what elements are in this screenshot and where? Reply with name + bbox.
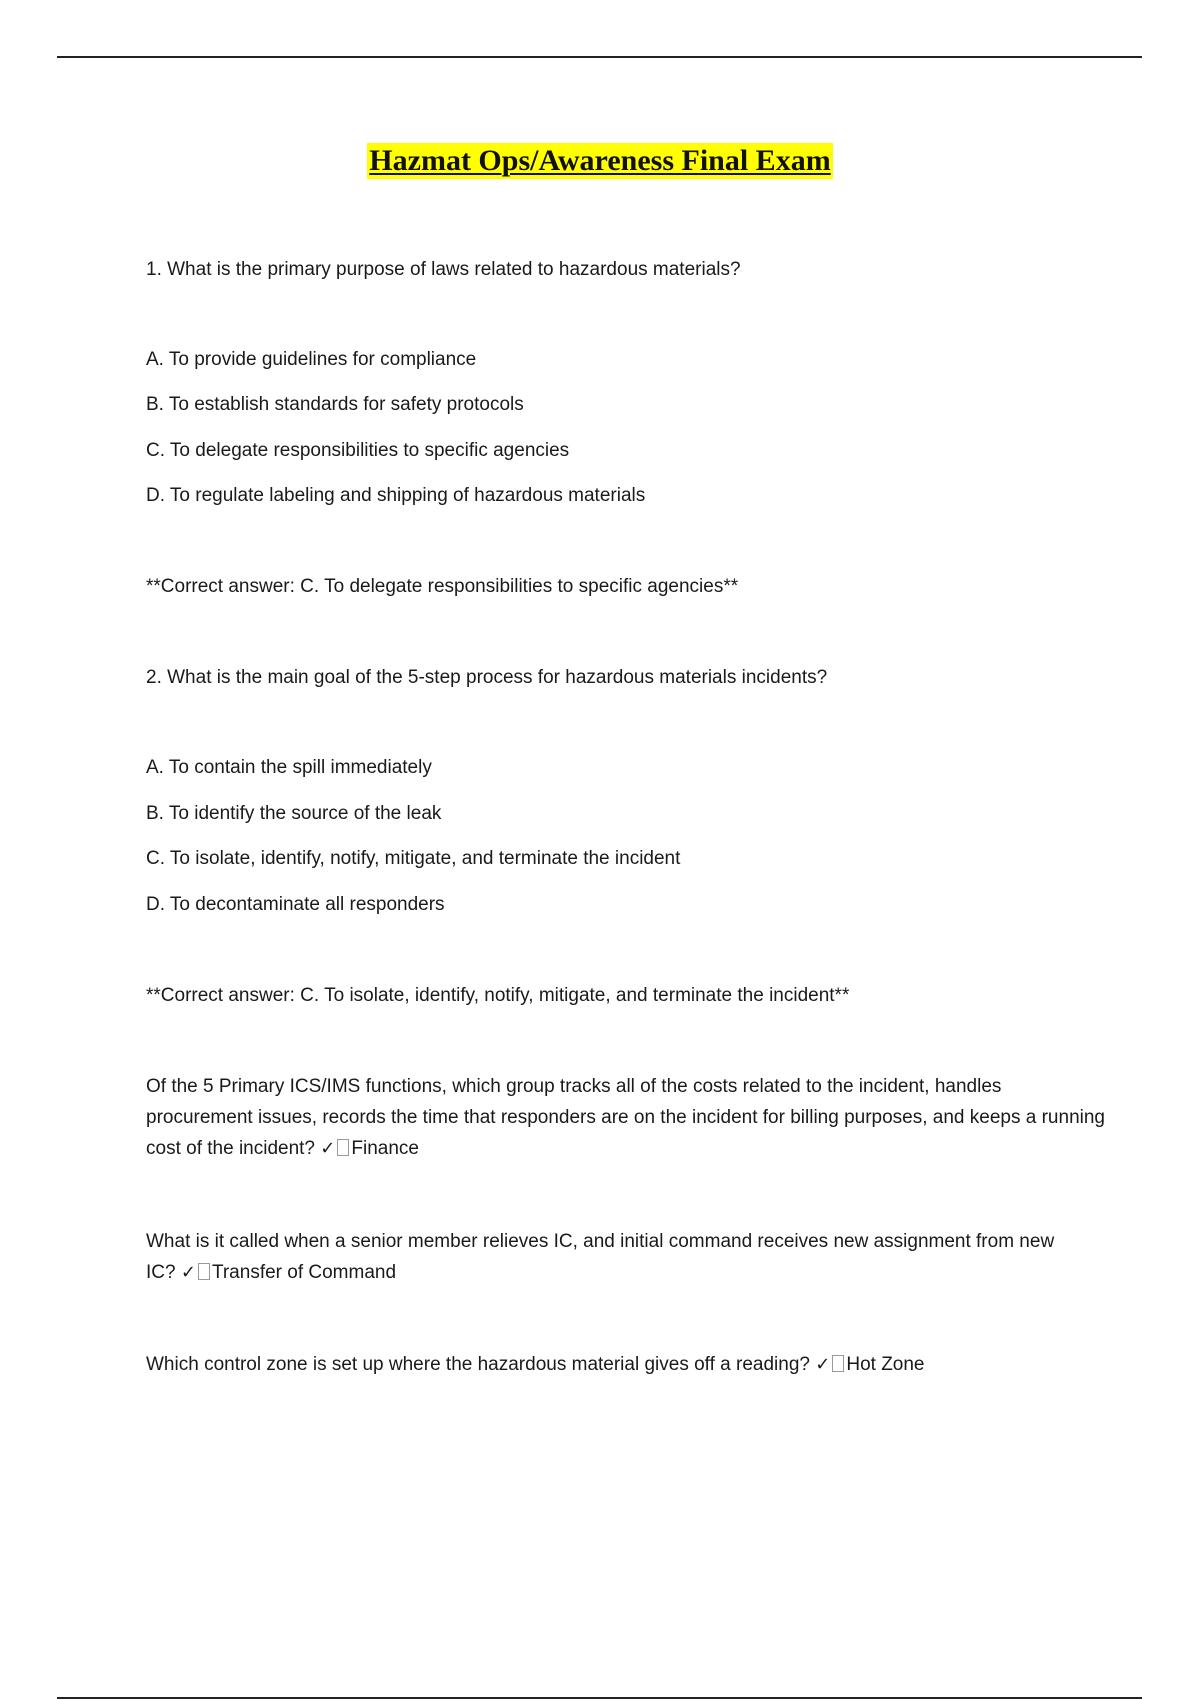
bottom-rule — [57, 1697, 1142, 1699]
flashcard-3 — [146, 1353, 1096, 1377]
check-icon: ✓ — [815, 1354, 831, 1375]
option-2a: A. To contain the spill immediately — [146, 757, 432, 778]
checkbox-glyph-icon — [832, 1355, 844, 1372]
page-title: Hazmat Ops/Awareness Final Exam — [369, 144, 831, 177]
option-1d: D. To regulate labeling and shipping of hazardous materials — [146, 485, 646, 506]
flashcard-2-question: What is it called when a senior member relieves IC, and initial command receives new assignment from new IC? — [146, 1231, 1055, 1283]
top-rule — [57, 56, 1142, 58]
option-1c: C. To delegate responsibilities to specific agencies — [146, 440, 570, 461]
check-icon: ✓ — [320, 1138, 336, 1159]
option-1a: A. To provide guidelines for compliance — [146, 349, 477, 370]
question-1: 1. What is the primary purpose of laws related to hazardous materials? — [146, 259, 741, 280]
checkbox-glyph-icon — [337, 1139, 349, 1156]
option-2b: B. To identify the source of the leak — [146, 803, 442, 824]
flashcard-2 — [146, 1226, 1086, 1288]
flashcard-1-answer: Finance — [351, 1138, 419, 1159]
question-2: 2. What is the main goal of the 5-step process for hazardous materials incidents? — [146, 667, 828, 688]
title-container — [0, 143, 1200, 179]
flashcard-3-question: Which control zone is set up where the hazardous material gives off a reading? — [146, 1354, 810, 1375]
flashcard-1 — [146, 1071, 1106, 1164]
correct-answer-2: **Correct answer: C. To isolate, identify, notify, mitigate, and terminate the incident** — [146, 985, 850, 1006]
option-2d: D. To decontaminate all responders — [146, 894, 445, 915]
flashcard-1-question: Of the 5 Primary ICS/IMS functions, which group tracks all of the costs related to the incident, handles procurement issues, records the time that responders are on the incident for billing purposes, and keeps a running cost of the incident? — [146, 1076, 1105, 1159]
checkbox-glyph-icon — [198, 1263, 210, 1280]
correct-answer-1: **Correct answer: C. To delegate responsibilities to specific agencies** — [146, 576, 739, 597]
check-icon: ✓ — [180, 1262, 196, 1283]
flashcard-3-answer: Hot Zone — [846, 1354, 925, 1375]
flashcard-2-answer: Transfer of Command — [211, 1262, 397, 1283]
option-2c: C. To isolate, identify, notify, mitigate, and terminate the incident — [146, 848, 681, 869]
option-1b: B. To establish standards for safety protocols — [146, 394, 524, 415]
